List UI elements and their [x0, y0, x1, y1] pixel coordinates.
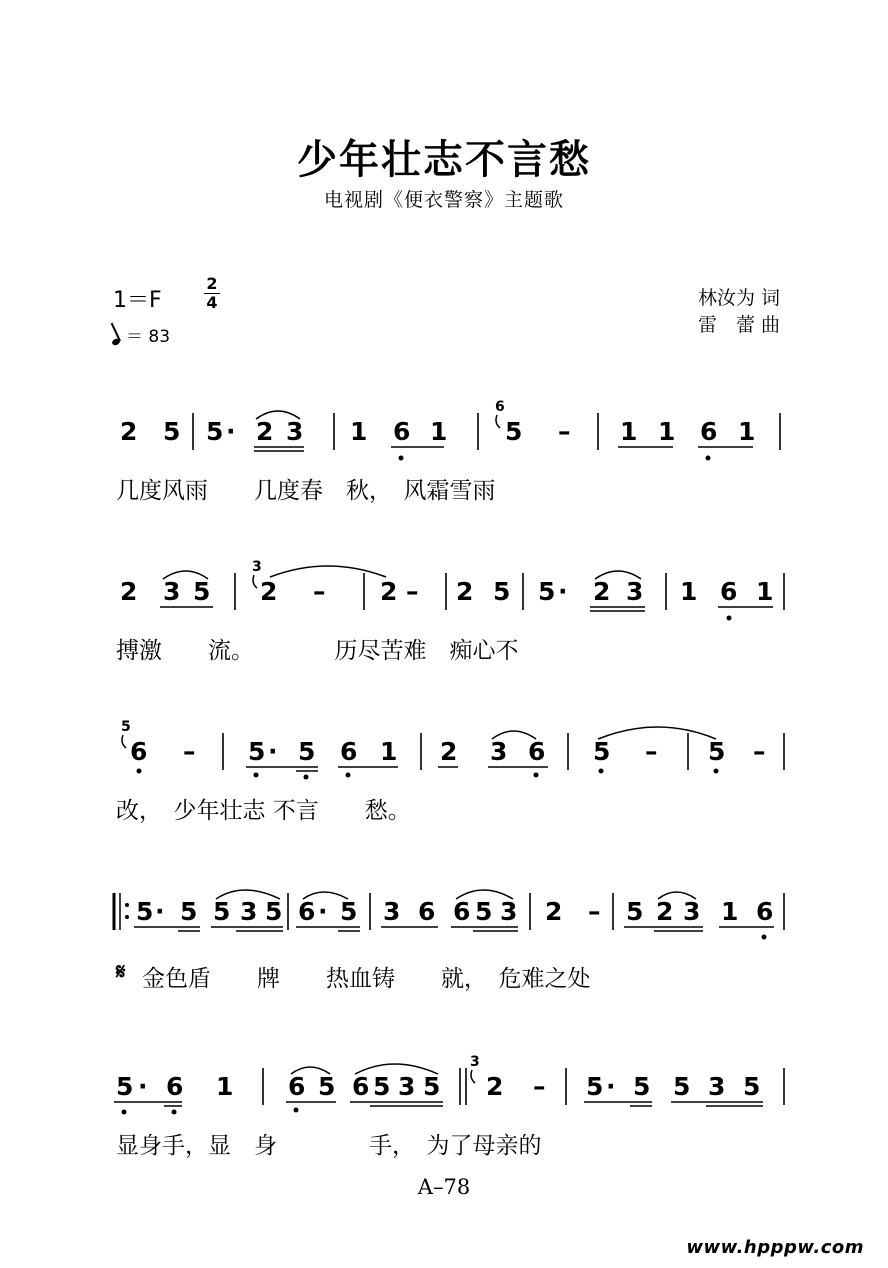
svg-text:5: 5	[180, 897, 198, 926]
svg-text:2: 2	[120, 577, 138, 606]
svg-text:·: ·	[606, 1072, 616, 1101]
svg-text:6: 6	[340, 737, 358, 766]
svg-text:·: ·	[155, 897, 165, 926]
svg-text:5: 5	[673, 1072, 691, 1101]
svg-text:5: 5	[340, 897, 358, 926]
svg-text:6: 6	[528, 737, 546, 766]
svg-text:2: 2	[120, 417, 138, 446]
notation-line-3-svg	[108, 715, 798, 795]
svg-text:2: 2	[545, 897, 563, 926]
svg-text:5: 5	[298, 737, 316, 766]
svg-text:2: 2	[256, 417, 274, 446]
svg-text:–: –	[183, 737, 196, 766]
svg-text:·: ·	[226, 417, 236, 446]
key-signature: 1＝F	[113, 288, 162, 313]
song-title: 少年壮志不言愁	[297, 137, 591, 183]
svg-text:3: 3	[500, 897, 518, 926]
svg-text:·: ·	[318, 897, 328, 926]
notation-line-5	[108, 1050, 788, 1130]
svg-text:3: 3	[708, 1072, 726, 1101]
composer-credit: 雷 蕾 曲	[697, 314, 780, 336]
svg-text:1: 1	[430, 417, 448, 446]
svg-text:5: 5	[626, 897, 644, 926]
svg-text:5: 5	[116, 1072, 134, 1101]
svg-text:5: 5	[265, 897, 283, 926]
svg-text:5: 5	[136, 897, 154, 926]
page-number: A–78	[417, 1175, 471, 1199]
svg-text:3: 3	[163, 577, 181, 606]
svg-text:3: 3	[286, 417, 304, 446]
svg-text:5: 5	[633, 1072, 651, 1101]
svg-text:3: 3	[252, 559, 262, 575]
svg-text:–: –	[313, 577, 326, 606]
svg-text:·: ·	[268, 737, 278, 766]
svg-text:–: –	[588, 897, 601, 926]
notation-line-1-svg	[108, 395, 798, 475]
lyrics-line-3: 改， 少年壮志 不言 愁。	[116, 798, 411, 824]
svg-text:1: 1	[738, 417, 756, 446]
svg-text:5: 5	[493, 577, 511, 606]
svg-text:1: 1	[380, 737, 398, 766]
svg-text:–: –	[533, 1072, 546, 1101]
notation-line-5-svg	[108, 1050, 798, 1130]
svg-text:5: 5	[248, 737, 266, 766]
svg-text:5: 5	[318, 1072, 336, 1101]
svg-text:5: 5	[206, 417, 224, 446]
notation-line-4	[108, 875, 788, 955]
notation-line-2	[108, 555, 788, 635]
svg-text:6: 6	[393, 417, 411, 446]
svg-text:5: 5	[213, 897, 231, 926]
svg-text:6: 6	[298, 897, 316, 926]
notation-line-4-svg	[108, 875, 798, 955]
lyrics-line-2: 搏激 流。 历尽苦难 痴心不	[116, 638, 519, 664]
svg-text:6: 6	[166, 1072, 184, 1101]
svg-text:1: 1	[756, 577, 774, 606]
svg-text:2: 2	[593, 577, 611, 606]
svg-text:2: 2	[486, 1072, 504, 1101]
svg-text:5: 5	[586, 1072, 604, 1101]
time-signature	[202, 275, 222, 312]
svg-text:5: 5	[423, 1072, 441, 1101]
svg-text:5: 5	[708, 737, 726, 766]
svg-text:·: ·	[138, 1072, 148, 1101]
svg-text:3: 3	[626, 577, 644, 606]
credits	[698, 285, 780, 339]
svg-text:5: 5	[193, 577, 211, 606]
svg-text:2: 2	[440, 737, 458, 766]
lyrics-line-4: 金色盾 牌 热血铸 就， 危难之处	[142, 966, 591, 992]
svg-text:3: 3	[683, 897, 701, 926]
svg-text:2: 2	[380, 577, 398, 606]
svg-text:1: 1	[680, 577, 698, 606]
tempo-value: ＝ 83	[126, 327, 171, 347]
svg-text:6: 6	[453, 897, 471, 926]
segno-icon: 𝄋	[116, 960, 126, 985]
svg-text:6: 6	[352, 1072, 370, 1101]
watermark: www.hpppw.com	[686, 1237, 864, 1258]
quarter-note-icon	[111, 338, 121, 347]
svg-text:5: 5	[505, 417, 523, 446]
svg-text:6: 6	[700, 417, 718, 446]
svg-text:6: 6	[756, 897, 774, 926]
svg-text:2: 2	[456, 577, 474, 606]
svg-text:5: 5	[538, 577, 556, 606]
notation-line-1	[108, 395, 788, 475]
svg-text:3: 3	[470, 1054, 480, 1070]
svg-text:5: 5	[121, 719, 131, 735]
svg-text:5: 5	[593, 737, 611, 766]
svg-text:3: 3	[383, 897, 401, 926]
svg-text:6: 6	[130, 737, 148, 766]
svg-text:6: 6	[720, 577, 738, 606]
svg-text:6: 6	[495, 399, 505, 415]
svg-text:1: 1	[620, 417, 638, 446]
notation-line-3	[108, 715, 788, 795]
meter-bottom: 4	[206, 293, 218, 312]
svg-text:1: 1	[721, 897, 739, 926]
svg-text:–: –	[558, 417, 571, 446]
svg-text:6: 6	[418, 897, 436, 926]
svg-text:5: 5	[475, 897, 493, 926]
svg-text:–: –	[753, 737, 766, 766]
svg-text:2: 2	[656, 897, 674, 926]
svg-text:5: 5	[373, 1072, 391, 1101]
svg-text:3: 3	[490, 737, 508, 766]
lyrics-line-1: 几度风雨 几度春 秋， 风霜雪雨	[116, 478, 496, 504]
svg-text:3: 3	[398, 1072, 416, 1101]
svg-text:5: 5	[163, 417, 181, 446]
lyrics-line-5: 显身手，显 身 手， 为了母亲的	[116, 1133, 542, 1159]
svg-text:1: 1	[350, 417, 368, 446]
notation-line-2-svg	[108, 555, 798, 635]
svg-text:1: 1	[216, 1072, 234, 1101]
lyricist-credit: 林汝为 词	[697, 287, 780, 309]
svg-text:–: –	[645, 737, 658, 766]
svg-text:–: –	[406, 577, 419, 606]
svg-text:5: 5	[743, 1072, 761, 1101]
meter-top: 2	[206, 274, 218, 293]
song-subtitle: 电视剧《便衣警察》主题歌	[323, 189, 564, 211]
svg-text:2: 2	[260, 577, 278, 606]
svg-text:3: 3	[240, 897, 258, 926]
svg-text:·: ·	[558, 577, 568, 606]
svg-text:1: 1	[658, 417, 676, 446]
tempo-marking	[112, 322, 170, 347]
svg-text:6: 6	[288, 1072, 306, 1101]
